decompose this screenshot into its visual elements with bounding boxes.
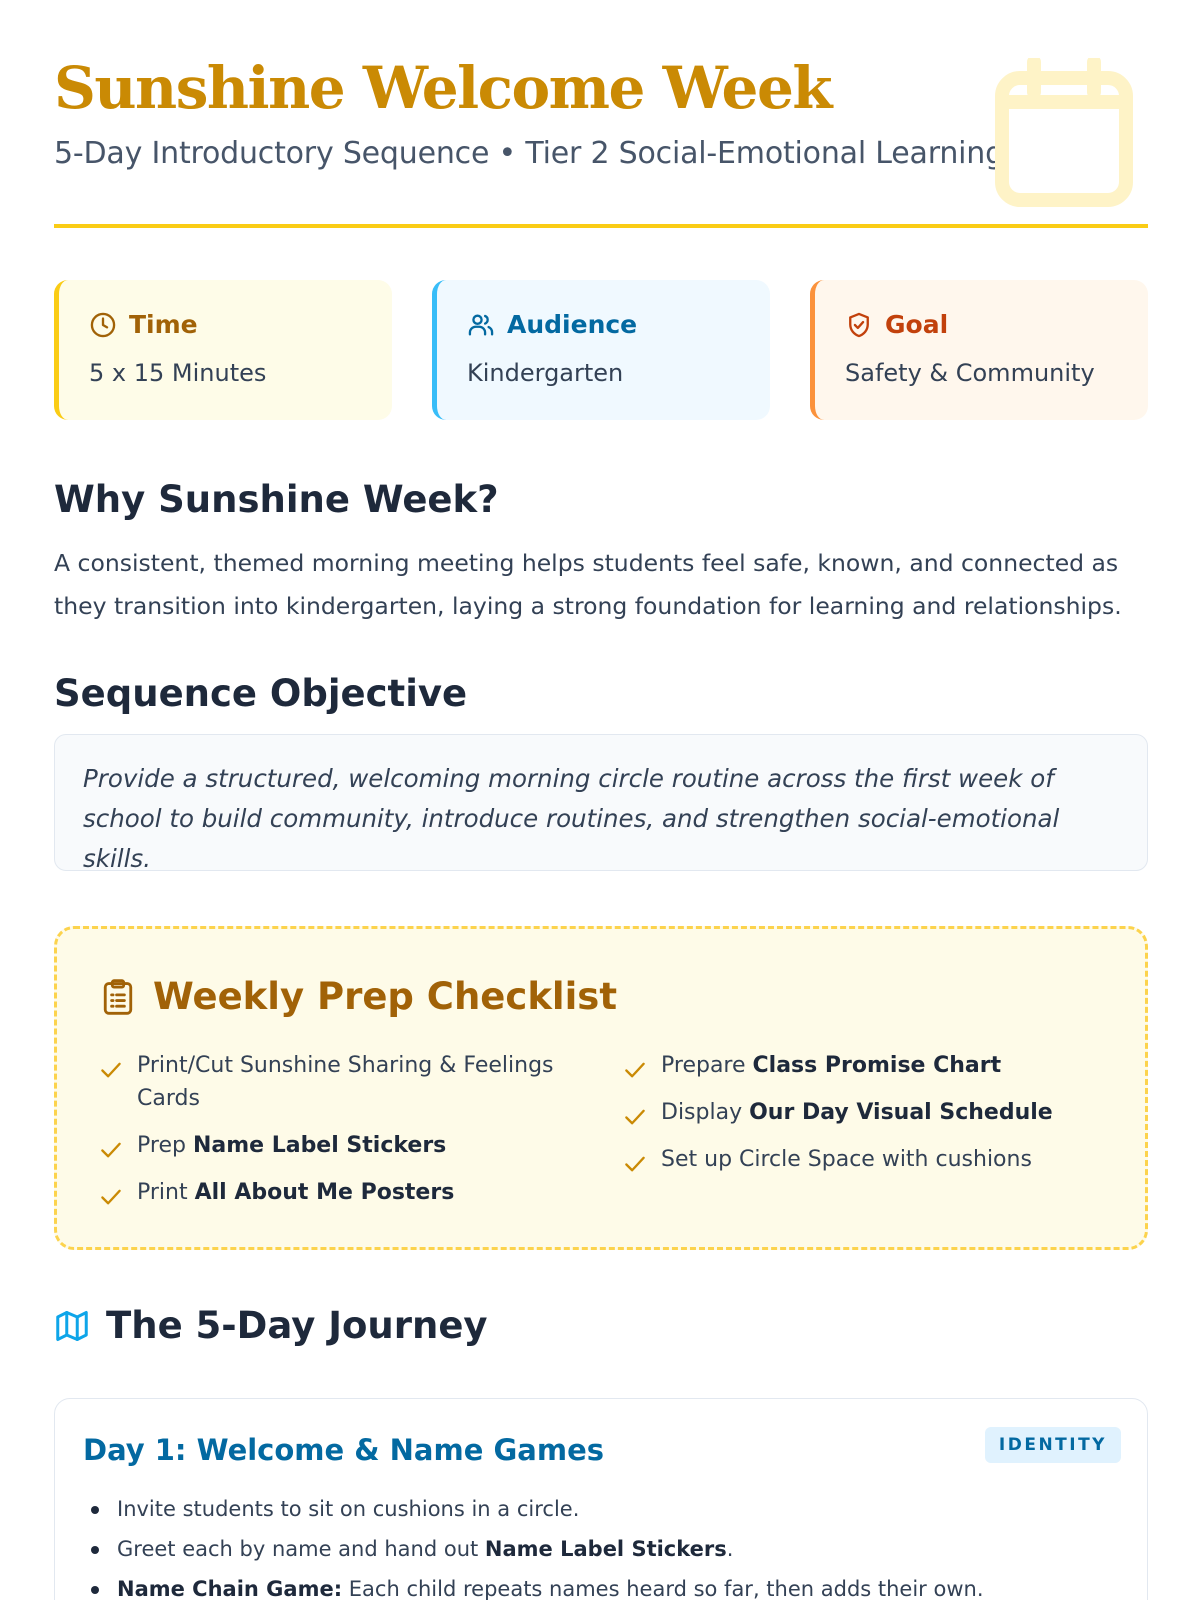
time-card	[54, 280, 392, 420]
prep-checklist	[54, 926, 1148, 1250]
time-value: 5 x 15 Minutes	[89, 359, 267, 387]
check-icon	[99, 1176, 123, 1209]
day-1-title: Day 1: Welcome & Name Games	[83, 1433, 605, 1467]
check-icon	[623, 1143, 647, 1176]
time-card-header	[89, 310, 392, 339]
journey-heading	[54, 1304, 488, 1347]
checklist-column-right	[623, 1049, 1123, 1190]
checklist-item	[623, 1143, 1123, 1176]
check-icon	[99, 1129, 123, 1162]
checklist-item-text: Prep Name Label Stickers	[137, 1133, 447, 1158]
checklist-item-text: Print/Cut Sunshine Sharing & Feelings Cards	[137, 1053, 554, 1111]
why-text: A consistent, themed morning meeting helps students feel safe, known, and connected as they transition into kindergarten, laying a strong foundation for learning and relationships.	[54, 549, 1122, 620]
checklist-item	[99, 1049, 569, 1115]
goal-value: Safety & Community	[845, 359, 1095, 387]
users-icon	[467, 311, 495, 339]
checklist-column-left	[99, 1049, 569, 1223]
check-icon	[623, 1049, 647, 1082]
header	[54, 0, 1148, 228]
list-item: Greet each by name and hand out Name Label Stickers.	[89, 1529, 1109, 1569]
checklist-item-text: Set up Circle Space with cushions	[661, 1147, 1032, 1172]
page-subtitle: 5-Day Introductory Sequence • Tier 2 Social-Emotional Learning	[54, 136, 1004, 171]
lesson-plan-page	[54, 0, 1148, 1600]
audience-value: Kindergarten	[467, 359, 624, 387]
checklist-heading	[101, 975, 617, 1018]
audience-card-header	[467, 310, 770, 339]
clipboard-icon	[101, 978, 135, 1016]
objective-text: Provide a structured, welcoming morning circle routine across the first week of school to build community, introduce routines, and strengthen social-emotional skills.	[83, 764, 1060, 873]
objective-box	[54, 734, 1148, 871]
map-icon	[54, 1308, 90, 1344]
checklist-item	[623, 1049, 1123, 1082]
checklist-item-text: Print All About Me Posters	[137, 1180, 455, 1205]
calendar-icon	[994, 58, 1134, 208]
page-title: Sunshine Welcome Week	[54, 54, 832, 122]
audience-label: Audience	[507, 310, 638, 339]
checklist-title: Weekly Prep Checklist	[153, 975, 617, 1018]
checklist-item	[99, 1129, 569, 1162]
checklist-item	[623, 1096, 1123, 1129]
check-icon	[623, 1096, 647, 1129]
clock-icon	[89, 311, 117, 339]
time-label: Time	[129, 310, 198, 339]
info-cards	[54, 280, 1148, 420]
shield-check-icon	[845, 311, 873, 339]
goal-label: Goal	[885, 310, 949, 339]
checklist-item	[99, 1176, 569, 1209]
why-heading: Why Sunshine Week?	[54, 478, 499, 521]
goal-card	[810, 280, 1148, 420]
list-item: Name Chain Game: Each child repeats names heard so far, then adds their own.	[89, 1569, 1109, 1600]
day-1-activities	[89, 1489, 1109, 1600]
audience-card	[432, 280, 770, 420]
journey-title: The 5-Day Journey	[106, 1304, 488, 1347]
goal-card-header	[845, 310, 1148, 339]
list-item: Invite students to sit on cushions in a circle.	[89, 1489, 1109, 1529]
check-icon	[99, 1049, 123, 1082]
day-1-card	[54, 1398, 1148, 1600]
day-1-badge: IDENTITY	[985, 1427, 1121, 1463]
objective-heading: Sequence Objective	[54, 672, 468, 715]
checklist-item-text: Prepare Class Promise Chart	[661, 1053, 1002, 1078]
checklist-item-text: Display Our Day Visual Schedule	[661, 1100, 1053, 1125]
